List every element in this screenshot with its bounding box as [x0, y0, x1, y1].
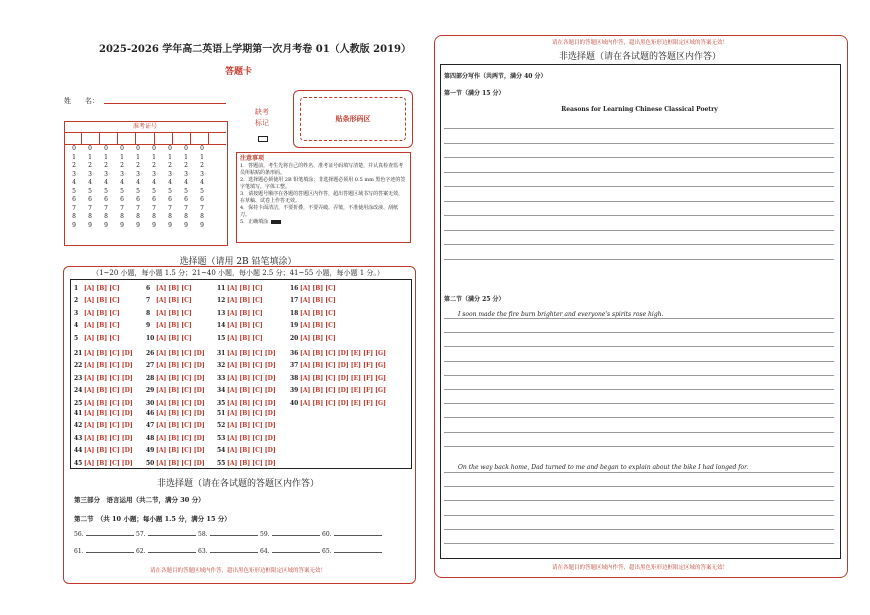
answer-options[interactable]: [A] [B] [C] [300, 322, 336, 330]
question-number: 54 [217, 447, 226, 455]
writing-line[interactable] [444, 375, 834, 376]
warning-left: 请在各题目的答题区域内作答，超出黑色矩形边框限定区域的答案无效！ [149, 568, 326, 574]
blank-line[interactable] [334, 535, 382, 536]
answer-options[interactable]: [A] [B] [C] [D] [84, 399, 133, 407]
answer-options[interactable]: [A] [B] [C] [156, 285, 192, 292]
answer-options[interactable]: [A] [B] [C] [84, 322, 120, 330]
part3-heading: 第三部分 语言运用（共二节，满分 30 分） [74, 496, 205, 504]
choice-question[interactable] [146, 460, 205, 467]
answer-options[interactable]: [A] [B] [C] [D] [227, 447, 276, 455]
question-number: 13 [217, 309, 226, 317]
filled-mark-icon [271, 220, 281, 224]
question-number: 6 [146, 285, 151, 292]
notes-title: 注意事项 [240, 155, 265, 162]
choice-question[interactable] [146, 375, 205, 382]
answer-options[interactable]: [A] [B] [C] [D] [156, 350, 205, 357]
question-number: 49 [146, 447, 155, 455]
notes-item: 2．选择题必须使用 2B 铅笔填涂；非选择题必须用 0.5 mm 黑色字迹的签字笔填写，字体工整。 [240, 177, 406, 190]
answer-options[interactable]: [A] [B] [C] [D] [227, 422, 276, 430]
question-number: 45 [74, 459, 83, 467]
warning-bottom-right: 请在各题目的答题区域内作答，超出黑色矩形边框限定区域的答案无效！ [551, 565, 728, 571]
choice-question[interactable] [290, 297, 336, 304]
grammar-blank[interactable] [260, 531, 320, 538]
answer-options[interactable]: [A] [B] [C] [84, 297, 120, 305]
writing-line[interactable] [444, 201, 834, 202]
writing-line[interactable] [444, 172, 834, 173]
choice-question[interactable] [146, 387, 205, 394]
answer-options[interactable]: [A] [B] [C] [D] [84, 387, 133, 395]
answer-options[interactable]: [A] [B] [C] [D] [156, 447, 205, 455]
exam-id-digit-column[interactable]: 0 1 2 3 4 5 6 7 8 9 [184, 145, 188, 229]
question-number: 11 [217, 285, 226, 292]
answer-options[interactable]: [A] [B] [C] [D] [E] [F] [G] [300, 399, 386, 407]
choice-scoring-note: （1~20 小题，每小题 1.5 分；21~40 小题，每小题 2.5 分；41~55 小题，每小题 1 分。） [92, 269, 384, 277]
exam-id-digit-column[interactable]: 0 1 2 3 4 5 6 7 8 9 [200, 145, 204, 229]
question-number: 12 [217, 297, 226, 305]
blank-number: 62. [136, 548, 146, 555]
choice-question[interactable] [146, 322, 192, 329]
choice-question[interactable] [74, 362, 133, 369]
choice-question[interactable] [290, 387, 386, 394]
answer-options[interactable]: [A] [B] [C] [D] [227, 362, 276, 370]
blank-line[interactable] [272, 552, 320, 553]
page-title: 2025-2026 学年高二英语上学期第一次月考卷 01（人教版 2019） [98, 44, 411, 55]
answer-options[interactable]: [A] [B] [C] [D] [227, 350, 276, 357]
choice-question[interactable] [290, 375, 386, 382]
absent-label: 缺考标记 [255, 108, 269, 127]
question-number: 29 [146, 387, 155, 395]
answer-options[interactable]: [A] [B] [C] [D] [84, 459, 133, 467]
grammar-blank[interactable] [136, 548, 196, 555]
choice-question[interactable] [146, 362, 205, 369]
blank-number: 59. [260, 531, 270, 538]
question-number: 16 [290, 285, 299, 292]
essay-title: Reasons for Learning Chinese Classical Poetry [561, 106, 718, 113]
writing-line[interactable] [444, 259, 834, 260]
choice-question[interactable] [290, 285, 336, 292]
question-number: 43 [74, 434, 83, 442]
blank-number: 65. [322, 548, 332, 555]
question-number: 46 [146, 410, 155, 417]
writing-line[interactable] [444, 515, 834, 516]
notes-item: 4．保持卡面清洁，不要折叠，不要弄破、弄皱，不准使用涂改液、刮纸刀。 [240, 205, 399, 218]
blank-number: 57. [136, 531, 146, 538]
blank-line[interactable] [148, 535, 196, 536]
answer-options[interactable]: [A] [B] [C] [D] [227, 434, 276, 442]
question-number: 3 [74, 309, 79, 317]
question-number: 18 [290, 309, 299, 317]
answer-options[interactable]: [A] [B] [C] [D] [84, 410, 133, 417]
answer-options[interactable]: [A] [B] [C] [D] [84, 434, 133, 442]
question-number: 19 [290, 322, 299, 330]
writing-line[interactable] [444, 417, 834, 418]
blank-line[interactable] [210, 552, 258, 553]
answer-options[interactable]: [A] [B] [C] [D] [156, 387, 205, 395]
answer-options[interactable]: [A] [B] [C] [D] [84, 362, 133, 370]
choice-question[interactable] [146, 297, 192, 304]
choice-question[interactable] [74, 435, 133, 442]
grammar-blank[interactable] [322, 531, 382, 538]
answer-options[interactable]: [A] [B] [C] [D] [84, 374, 133, 382]
writing-line[interactable] [444, 389, 834, 390]
question-number: 38 [290, 374, 299, 382]
writing-line[interactable] [444, 318, 834, 319]
writing-line[interactable] [444, 230, 834, 231]
choice-question[interactable] [74, 422, 133, 429]
question-number: 7 [146, 297, 151, 305]
fill-example-label: 5．正确填涂 [240, 219, 269, 225]
choice-question[interactable] [74, 297, 120, 304]
answer-options[interactable]: [A] [B] [C] [D] [84, 447, 133, 455]
exam-id-digit-column[interactable]: 0 1 2 3 4 5 6 7 8 9 [136, 145, 140, 229]
choice-question[interactable] [217, 310, 263, 317]
choice-question[interactable] [74, 460, 133, 467]
choice-question[interactable] [217, 322, 263, 329]
answer-options[interactable]: [A] [B] [C] [156, 322, 192, 330]
answer-options[interactable]: [A] [B] [C] [D] [156, 410, 205, 417]
question-number: 36 [290, 350, 299, 357]
question-number: 28 [146, 374, 155, 382]
choice-question[interactable] [290, 310, 336, 317]
exam-id-digit-column[interactable]: 0 1 2 3 4 5 6 7 8 9 [120, 145, 124, 229]
question-number: 27 [146, 362, 155, 370]
answer-options[interactable]: [A] [B] [C] [156, 297, 192, 305]
writing-line[interactable] [444, 432, 834, 433]
answer-options[interactable]: [A] [B] [C] [D] [227, 410, 276, 417]
name-label: 姓 名： [64, 97, 99, 105]
continuation-para2: On the way back home, Dad turned to me and began to explain about the bike I had longed for. [458, 464, 749, 471]
blank-line[interactable] [86, 535, 134, 536]
notes-fill-example [240, 219, 407, 226]
answer-options[interactable]: [A] [B] [C] [84, 285, 120, 292]
question-number: 17 [290, 297, 299, 305]
answer-options[interactable]: [A] [B] [C] [D] [84, 350, 133, 357]
answer-options[interactable]: [A] [B] [C] [D] [156, 422, 205, 430]
choice-question[interactable] [217, 285, 263, 292]
section2-heading-right: 第二节（满分 25 分） [444, 296, 505, 303]
name-field[interactable] [104, 103, 226, 104]
answer-options[interactable]: [A] [B] [C] [227, 322, 263, 330]
answer-options[interactable]: [A] [B] [C] [D] [E] [F] [G] [300, 387, 386, 395]
question-number: 10 [146, 334, 155, 342]
writing-line[interactable] [444, 472, 834, 473]
answer-options[interactable]: [A] [B] [C] [D] [227, 459, 276, 467]
question-number: 9 [146, 322, 151, 330]
answer-options[interactable]: [A] [B] [C] [300, 334, 336, 342]
question-number: 47 [146, 422, 155, 430]
answer-options[interactable]: [A] [B] [C] [156, 309, 192, 317]
choice-question[interactable] [146, 400, 205, 407]
choice-question[interactable] [146, 335, 192, 342]
writing-line[interactable] [444, 361, 834, 362]
choice-question[interactable] [217, 387, 276, 394]
question-number: 8 [146, 309, 151, 317]
choice-question[interactable] [290, 400, 386, 407]
writing-line[interactable] [444, 143, 834, 144]
exam-id-digit-column[interactable]: 0 1 2 3 4 5 6 7 8 9 [168, 145, 172, 229]
question-number: 21 [74, 350, 83, 357]
grammar-blank[interactable] [136, 531, 196, 538]
question-number: 44 [74, 447, 83, 455]
writing-line[interactable] [444, 529, 834, 530]
notes-item: 1．答题前，考生先将自己的姓名、准考证号码填写清楚，并认真检查监考员所粘贴的条形码。 [240, 163, 404, 176]
choice-question[interactable] [74, 350, 133, 357]
question-number: 15 [217, 334, 226, 342]
absent-checkbox[interactable] [258, 136, 268, 142]
answer-options[interactable]: [A] [B] [C] [227, 334, 263, 342]
choice-question[interactable] [146, 410, 205, 417]
barcode-area: 贴条形码区 [300, 97, 406, 141]
question-number: 37 [290, 362, 299, 370]
answer-options[interactable]: [A] [B] [C] [84, 334, 120, 342]
choice-question[interactable] [74, 387, 133, 394]
continuation-para1: I soon made the fire burn brighter and everyone's spirits rose high. [458, 311, 664, 318]
question-number: 24 [74, 387, 83, 395]
choice-question[interactable] [217, 435, 276, 442]
exam-id-label: 准考证号 [64, 121, 226, 133]
grammar-blank[interactable] [260, 548, 320, 555]
blank-number: 64. [260, 548, 270, 555]
writing-line[interactable] [444, 500, 834, 501]
question-number: 48 [146, 434, 155, 442]
question-number: 1 [74, 285, 79, 292]
writing-line[interactable] [444, 486, 834, 487]
question-number: 42 [74, 422, 83, 430]
question-number: 34 [217, 387, 226, 395]
choice-question[interactable] [74, 410, 133, 417]
question-number: 41 [74, 410, 83, 417]
blank-line[interactable] [86, 552, 134, 553]
question-number: 25 [74, 399, 83, 407]
grammar-blank[interactable] [74, 531, 134, 538]
choice-question[interactable] [146, 447, 205, 454]
answer-options[interactable]: [A] [B] [C] [D] [E] [F] [G] [300, 350, 386, 357]
choice-title: 选择题（请用 2B 铅笔填涂） [179, 257, 297, 267]
grammar-blank[interactable] [198, 548, 258, 555]
choice-question[interactable] [217, 375, 276, 382]
answer-options[interactable]: [A] [B] [C] [D] [227, 374, 276, 382]
blank-number: 58. [198, 531, 208, 538]
choice-question[interactable] [217, 447, 276, 454]
choice-question[interactable] [146, 422, 205, 429]
answer-options[interactable]: [A] [B] [C] [D] [227, 399, 276, 407]
choice-question[interactable] [217, 350, 276, 357]
question-number: 53 [217, 434, 226, 442]
question-number: 4 [74, 322, 79, 330]
answer-options[interactable]: [A] [B] [C] [227, 285, 263, 292]
exam-id-digits[interactable] [70, 145, 206, 230]
blank-number: 63. [198, 548, 208, 555]
notes-box [236, 152, 411, 243]
grammar-blank[interactable] [322, 548, 382, 555]
choice-question[interactable] [74, 447, 133, 454]
blank-line[interactable] [272, 535, 320, 536]
choice-question[interactable] [74, 310, 120, 317]
choice-question[interactable] [217, 410, 276, 417]
writing-line[interactable] [444, 215, 834, 216]
choice-question[interactable] [217, 400, 276, 407]
choice-question[interactable] [146, 350, 205, 357]
choice-question[interactable] [74, 375, 133, 382]
answer-options[interactable]: [A] [B] [C] [300, 309, 336, 317]
question-number: 52 [217, 422, 226, 430]
question-number: 51 [217, 410, 226, 417]
blank-line[interactable] [334, 552, 382, 553]
writing-line[interactable] [444, 186, 834, 187]
choice-question[interactable] [290, 335, 336, 342]
blank-number: 56. [74, 531, 84, 538]
section2-heading-left: 第二节 （共 10 小题；每小题 1.5 分，满分 15 分） [74, 515, 231, 523]
choice-question[interactable] [217, 297, 263, 304]
answer-options[interactable]: [A] [B] [C] [300, 297, 336, 305]
choice-question[interactable] [146, 285, 192, 292]
blank-number: 60. [322, 531, 332, 538]
question-number: 33 [217, 374, 226, 382]
blank-number: 61. [74, 548, 84, 555]
question-number: 30 [146, 399, 155, 407]
non-choice-title-left: 非选择题（请在各试题的答题区内作答） [156, 479, 319, 489]
choice-question[interactable] [217, 362, 276, 369]
question-number: 40 [290, 399, 299, 407]
question-number: 22 [74, 362, 83, 370]
choice-question[interactable] [290, 362, 386, 369]
question-number: 31 [217, 350, 226, 357]
choice-question[interactable] [217, 422, 276, 429]
question-number: 20 [290, 334, 299, 342]
choice-question[interactable] [217, 335, 263, 342]
writing-line[interactable] [444, 346, 834, 347]
writing-line[interactable] [444, 543, 834, 544]
exam-id-digit-column[interactable]: 0 1 2 3 4 5 6 7 8 9 [152, 145, 156, 229]
writing-line[interactable] [444, 403, 834, 404]
question-number: 5 [74, 334, 79, 342]
answer-options[interactable]: [A] [B] [C] [D] [156, 362, 205, 370]
choice-question[interactable] [146, 435, 205, 442]
choice-question[interactable] [217, 460, 276, 467]
answer-options[interactable]: [A] [B] [C] [D] [84, 422, 133, 430]
question-number: 55 [217, 459, 226, 467]
writing-line[interactable] [444, 446, 834, 447]
choice-question[interactable] [290, 350, 386, 357]
choice-question[interactable] [74, 322, 120, 329]
answer-options[interactable]: [A] [B] [C] [D] [156, 374, 205, 382]
choice-question[interactable] [74, 400, 133, 407]
answer-sheet-label: 答题卡 [225, 67, 253, 77]
exam-id-digit-column[interactable]: 0 1 2 3 4 5 6 7 8 9 [72, 145, 76, 229]
answer-options[interactable]: [A] [B] [C] [227, 297, 263, 305]
answer-options[interactable]: [A] [B] [C] [D] [156, 434, 205, 442]
writing-line[interactable] [444, 128, 834, 129]
question-number: 35 [217, 399, 226, 407]
answer-options[interactable]: [A] [B] [C] [300, 285, 336, 292]
notes-item: 3．请按题号顺序在各题的答题区内作答，超出答题区域书写的答案无效，在草稿、试卷上作答无效。 [240, 191, 404, 204]
part4-heading: 第四部分写作（共两节，满分 40 分） [444, 73, 547, 80]
exam-id-digit-column[interactable]: 0 1 2 3 4 5 6 7 8 9 [88, 145, 92, 229]
non-choice-title-right: 非选择题（请在各试题的答题区内作答） [558, 52, 721, 62]
grammar-blank[interactable] [74, 548, 134, 555]
choice-question[interactable] [74, 335, 120, 342]
section1-heading: 第一节（满分 15 分） [444, 90, 505, 97]
question-number: 2 [74, 297, 79, 305]
answer-options[interactable]: [A] [B] [C] [227, 309, 263, 317]
exam-id-cells[interactable] [64, 132, 226, 145]
question-number: 50 [146, 459, 155, 467]
answer-options[interactable]: [A] [B] [C] [D] [E] [F] [G] [300, 374, 386, 382]
blank-line[interactable] [148, 552, 196, 553]
answer-options[interactable]: [A] [B] [C] [D] [156, 459, 205, 467]
warning-top-right: 请在各题目的答题区域内作答，超出黑色矩形边框限定区域的答案无效！ [551, 40, 728, 46]
question-number: 26 [146, 350, 155, 357]
question-number: 32 [217, 362, 226, 370]
answer-options[interactable]: [A] [B] [C] [84, 309, 120, 317]
writing-line[interactable] [444, 157, 834, 158]
choice-question[interactable] [290, 322, 336, 329]
writing-line[interactable] [444, 244, 834, 245]
exam-id-digit-column[interactable]: 0 1 2 3 4 5 6 7 8 9 [104, 145, 108, 229]
grammar-blank[interactable] [198, 531, 258, 538]
question-number: 39 [290, 387, 299, 395]
choice-question[interactable] [146, 310, 192, 317]
writing-line[interactable] [444, 332, 834, 333]
answer-options[interactable]: [A] [B] [C] [156, 334, 192, 342]
answer-options[interactable]: [A] [B] [C] [D] [E] [F] [G] [300, 362, 386, 370]
choice-question[interactable] [74, 285, 120, 292]
answer-options[interactable]: [A] [B] [C] [D] [156, 399, 205, 407]
question-number: 14 [217, 322, 226, 330]
blank-line[interactable] [210, 535, 258, 536]
answer-options[interactable]: [A] [B] [C] [D] [227, 387, 276, 395]
question-number: 23 [74, 374, 83, 382]
